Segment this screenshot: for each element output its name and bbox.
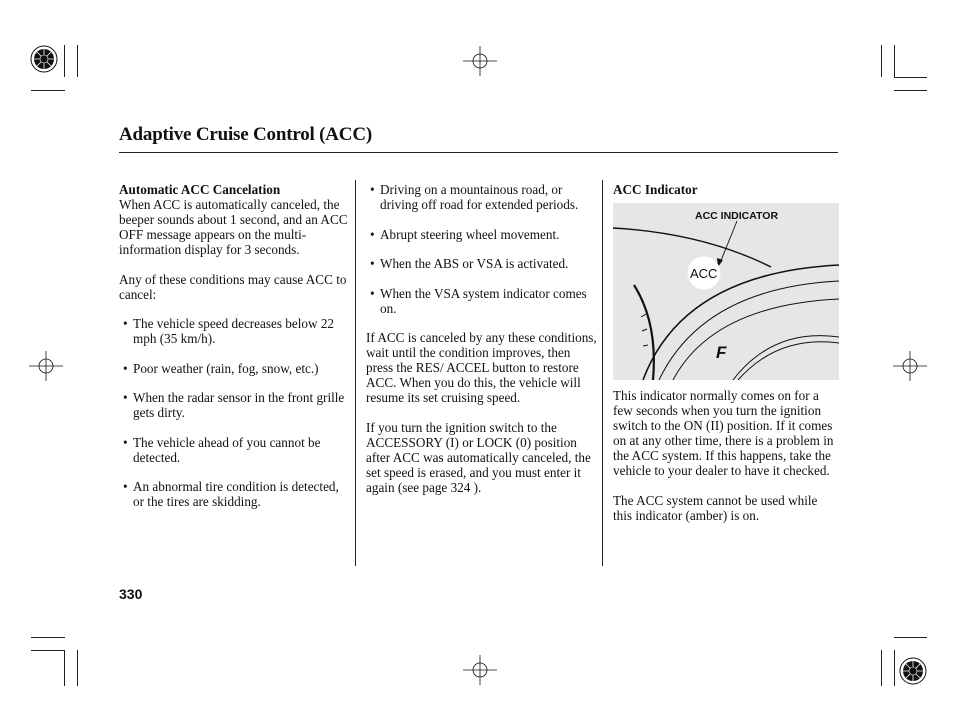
crop-mark bbox=[894, 637, 927, 638]
list-item: • Abrupt steering wheel movement. bbox=[366, 227, 598, 242]
list-item: • When the radar sensor in the front grille gets dirty. bbox=[119, 390, 351, 420]
crop-mark bbox=[31, 90, 65, 91]
crosshair-mark-bottom bbox=[463, 655, 497, 685]
acc-indicator-light: ACC bbox=[690, 266, 718, 281]
condition-list bbox=[366, 182, 598, 316]
paragraph: When ACC is automatically canceled, the beeper sounds about 1 second, and an ACC OFF message appears on the multi-information display for 3 seconds. bbox=[119, 197, 348, 257]
paragraph: If ACC is canceled by any these conditions, wait until the condition improves, then press the RES/ ACCEL button to restore ACC. When you do this, the vehicle will resume its set cruising speed. bbox=[366, 330, 597, 405]
crop-mark bbox=[881, 650, 882, 686]
crop-mark bbox=[77, 650, 78, 686]
condition-list bbox=[119, 316, 351, 509]
registration-mark-bottom-right bbox=[897, 655, 929, 687]
list-item: • Driving on a mountainous road, or driving off road for extended periods. bbox=[366, 182, 598, 212]
acc-indicator-figure bbox=[613, 203, 839, 380]
page-number: 330 bbox=[119, 586, 143, 602]
crop-mark bbox=[64, 45, 65, 77]
crop-mark bbox=[894, 45, 895, 77]
crop-mark bbox=[31, 650, 65, 651]
crop-mark bbox=[894, 90, 927, 91]
column-divider bbox=[602, 180, 603, 566]
column-acc-indicator bbox=[613, 182, 839, 197]
list-item: • The vehicle speed decreases below 22 mph (35 km/h). bbox=[119, 316, 351, 346]
column-automatic-cancelation bbox=[119, 182, 351, 524]
section-heading: Automatic ACC Cancelation bbox=[119, 182, 281, 197]
list-item: • Poor weather (rain, fog, snow, etc.) bbox=[119, 361, 351, 376]
fuel-gauge-full-mark: F bbox=[716, 343, 727, 362]
list-item: • When the ABS or VSA is activated. bbox=[366, 256, 598, 271]
figure-label: ACC INDICATOR bbox=[695, 210, 779, 222]
paragraph: Any of these conditions may cause ACC to cancel: bbox=[119, 271, 347, 302]
page-title: Adaptive Cruise Control (ACC) bbox=[119, 124, 372, 145]
list-item: • When the VSA system indicator comes on. bbox=[366, 286, 598, 316]
section-heading: ACC Indicator bbox=[613, 182, 698, 197]
list-item: • An abnormal tire condition is detected, or the tires are skidding. bbox=[119, 479, 351, 509]
crosshair-mark-right bbox=[893, 351, 927, 381]
registration-mark-top-left bbox=[28, 43, 60, 75]
paragraph: This indicator normally comes on for a few seconds when you turn the ignition switch to the ON (II) position. If it comes on at any other time, there is a problem in the ACC system. If this happens, take the vehicle to your dealer to have it checked. bbox=[613, 388, 834, 478]
column-conditions-continued bbox=[366, 182, 598, 509]
crop-mark bbox=[894, 650, 895, 686]
crop-mark bbox=[77, 45, 78, 77]
crop-mark bbox=[894, 77, 927, 78]
crop-mark bbox=[881, 45, 882, 77]
crop-mark bbox=[31, 637, 65, 638]
column-divider bbox=[355, 180, 356, 566]
list-item: • The vehicle ahead of you cannot be detected. bbox=[119, 435, 351, 465]
crosshair-mark-left bbox=[29, 351, 63, 381]
title-rule bbox=[119, 152, 838, 153]
paragraph: If you turn the ignition switch to the ACCESSORY (I) or LOCK (0) position after ACC was automatically canceled, the set speed is erased, and you must enter it again (see page 324 ). bbox=[366, 419, 591, 495]
paragraph: The ACC system cannot be used while this indicator (amber) is on. bbox=[613, 492, 818, 523]
crosshair-mark-top bbox=[463, 46, 497, 76]
crop-mark bbox=[64, 650, 65, 686]
acc-indicator-text bbox=[613, 388, 839, 537]
